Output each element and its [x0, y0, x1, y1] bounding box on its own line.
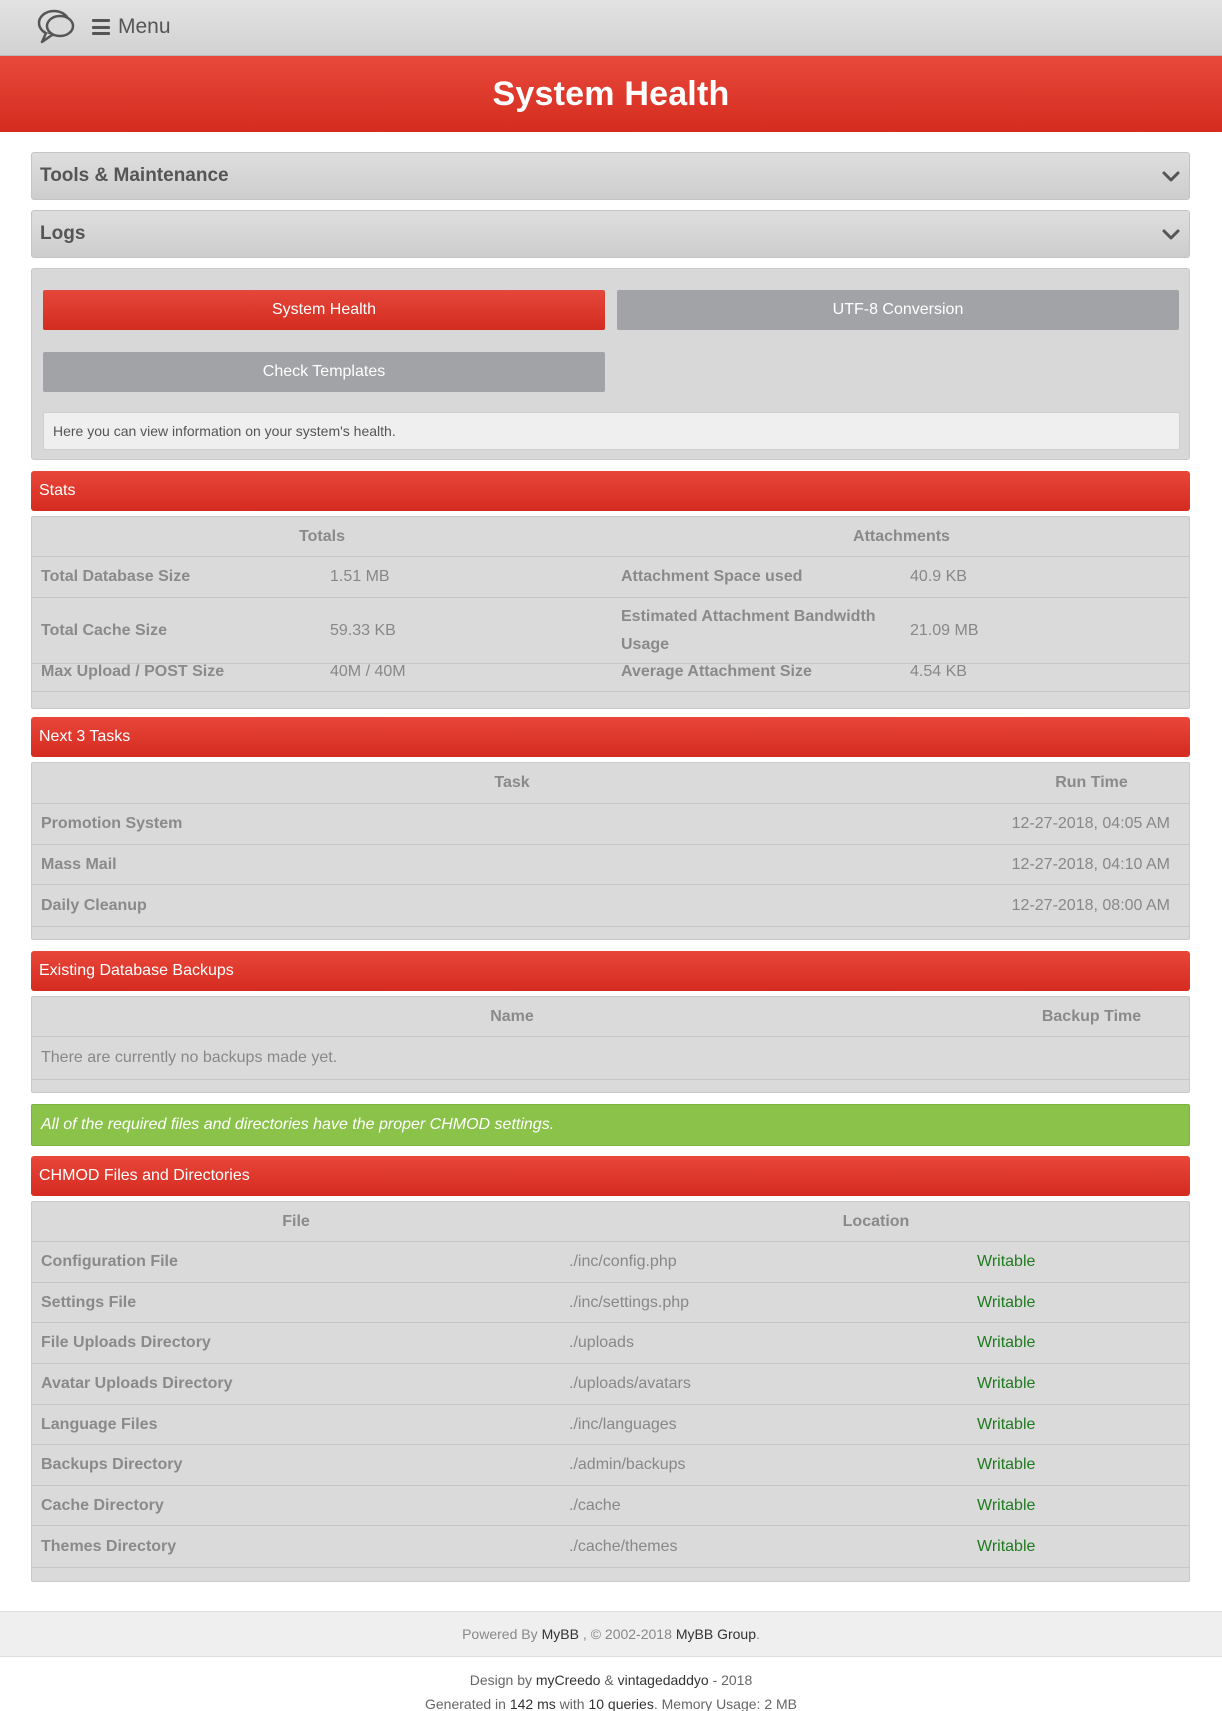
memory-usage: . Memory Usage: 2 MB: [653, 1696, 797, 1711]
with-text: with: [559, 1696, 585, 1711]
stat-label: Total Cache Size: [41, 621, 167, 639]
task-run-time: 12-27-2018, 08:00 AM: [1011, 896, 1170, 914]
generation-time: 142 ms: [509, 1696, 556, 1711]
file-location: ./inc/languages: [569, 1415, 677, 1433]
stat-value: 4.54 KB: [910, 664, 967, 680]
stat-label: Average Attachment Size: [621, 664, 812, 680]
file-location: ./uploads: [569, 1334, 634, 1351]
status-badge: Writable: [977, 1415, 1036, 1433]
design-credit-line: [0, 1668, 1222, 1692]
chmod-table: [31, 1201, 1190, 1582]
col-header-file: File: [282, 1212, 310, 1230]
table-row: [32, 1526, 1189, 1568]
query-count: 10 queries: [588, 1696, 654, 1711]
col-header-totals: Totals: [299, 527, 345, 545]
col-header-name: Name: [490, 1007, 534, 1025]
file-name: Backups Directory: [41, 1456, 183, 1473]
table-row: [32, 1364, 1189, 1405]
ampersand-text: &: [604, 1672, 614, 1688]
menu-label: Menu: [118, 15, 171, 38]
period-text: .: [756, 1626, 760, 1642]
table-row: [32, 1445, 1189, 1486]
status-badge: Writable: [977, 1375, 1036, 1392]
stat-value: 59.33 KB: [330, 621, 396, 639]
task-run-time: 12-27-2018, 04:05 AM: [1011, 815, 1170, 832]
empty-backups-message: There are currently no backups made yet.: [41, 1049, 338, 1066]
design-year-text: - 2018: [712, 1672, 753, 1688]
table-row: [32, 598, 1189, 664]
tools-maintenance-toggle[interactable]: [31, 152, 1190, 200]
stat-label: Max Upload / POST Size: [41, 664, 225, 680]
stats-header: Stats: [31, 471, 1190, 511]
table-row: [32, 1323, 1189, 1364]
col-header-task: Task: [494, 774, 530, 791]
table-row: [32, 804, 1189, 845]
table-row: [32, 1405, 1189, 1445]
col-header-attachments: Attachments: [853, 527, 950, 545]
file-name: Configuration File: [41, 1253, 178, 1270]
chmod-success-notice: All of the required files and directories have the proper CHMOD settings.: [31, 1104, 1190, 1146]
tab-check-templates[interactable]: Check Templates: [43, 352, 605, 392]
stats-table: [31, 516, 1190, 709]
chevron-down-icon: [1161, 224, 1181, 244]
file-location: ./inc/config.php: [569, 1253, 677, 1270]
table-row: [32, 885, 1189, 927]
generation-stats-line: [0, 1692, 1222, 1711]
generated-in-text: Generated in: [425, 1696, 506, 1711]
tab-utf8-conversion[interactable]: UTF-8 Conversion: [617, 290, 1179, 330]
backups-header: Existing Database Backups: [31, 951, 1190, 991]
table-header-row: [32, 1202, 1189, 1242]
col-header-run-time: Run Time: [1055, 774, 1128, 791]
subnav-panel: [31, 268, 1190, 460]
top-bar: [0, 0, 1222, 56]
status-badge: Writable: [977, 1496, 1036, 1514]
table-row: [32, 557, 1189, 598]
logs-label: Logs: [40, 223, 86, 244]
table-row: [32, 1486, 1189, 1526]
file-name: Language Files: [41, 1415, 158, 1433]
copyright-text: , © 2002-2018: [582, 1626, 672, 1642]
tasks-table: [31, 762, 1190, 940]
page-description: Here you can view information on your system's health.: [43, 412, 1180, 450]
status-badge: Writable: [977, 1253, 1036, 1270]
col-header-backup-time: Backup Time: [1041, 1007, 1142, 1025]
file-name: File Uploads Directory: [41, 1334, 211, 1351]
footer-powered-by: [0, 1611, 1222, 1657]
footer-credits: [0, 1668, 1222, 1711]
menu-button[interactable]: [92, 13, 171, 41]
table-header-row: [32, 763, 1189, 804]
file-location: ./uploads/avatars: [569, 1375, 691, 1392]
table-header-row: [32, 997, 1189, 1037]
logs-toggle[interactable]: [31, 210, 1190, 258]
file-location: ./admin/backups: [569, 1456, 686, 1473]
backups-table: [31, 996, 1190, 1093]
task-name: Mass Mail: [41, 855, 117, 873]
page-title: System Health: [492, 74, 730, 113]
mybb-group-link[interactable]: MyBB Group: [675, 1626, 756, 1642]
file-location: ./cache: [569, 1496, 621, 1514]
stat-value: 21.09 MB: [910, 621, 979, 639]
task-name: Daily Cleanup: [41, 896, 147, 914]
file-name: Settings File: [41, 1293, 137, 1311]
file-name: Cache Directory: [41, 1496, 164, 1514]
status-badge: Writable: [977, 1537, 1036, 1555]
stat-value: 40.9 KB: [910, 568, 967, 585]
status-badge: Writable: [977, 1293, 1036, 1311]
task-name: Promotion System: [41, 815, 183, 832]
tasks-header: Next 3 Tasks: [31, 717, 1190, 757]
chmod-header: CHMOD Files and Directories: [31, 1156, 1190, 1196]
table-row: [32, 1242, 1189, 1283]
table-row: [32, 1037, 1189, 1080]
status-badge: Writable: [977, 1456, 1036, 1473]
file-location: ./inc/settings.php: [569, 1293, 690, 1311]
table-row: [32, 845, 1189, 885]
table-row: [32, 1283, 1189, 1323]
task-run-time: 12-27-2018, 04:10 AM: [1011, 855, 1170, 873]
table-header-row: [32, 517, 1189, 557]
stat-label: Estimated Attachment Bandwidth Usage: [621, 607, 876, 653]
chat-bubbles-logo-icon[interactable]: [36, 6, 78, 46]
file-name: Themes Directory: [41, 1537, 177, 1555]
designer-link-mycreedo[interactable]: myCreedo: [535, 1672, 601, 1688]
page-title-band: [0, 56, 1222, 132]
tab-system-health[interactable]: System Health: [43, 290, 605, 330]
file-location: ./cache/themes: [569, 1537, 678, 1555]
hamburger-icon: [92, 19, 110, 35]
col-header-location: Location: [842, 1212, 910, 1230]
stat-label: Total Database Size: [41, 568, 191, 585]
chevron-down-icon: [1161, 166, 1181, 186]
designer-link-vintagedaddyo[interactable]: vintagedaddyo: [617, 1672, 709, 1688]
design-by-text: Design by: [469, 1672, 532, 1688]
stat-value: 40M / 40M: [330, 664, 406, 680]
powered-by-text: Powered By: [462, 1626, 538, 1642]
table-row: [32, 664, 1189, 692]
status-badge: Writable: [977, 1334, 1036, 1351]
file-name: Avatar Uploads Directory: [41, 1375, 233, 1392]
mybb-link[interactable]: MyBB: [541, 1626, 579, 1642]
stat-label: Attachment Space used: [621, 568, 803, 585]
tools-maintenance-label: Tools & Maintenance: [40, 165, 229, 186]
stat-value: 1.51 MB: [330, 568, 390, 585]
